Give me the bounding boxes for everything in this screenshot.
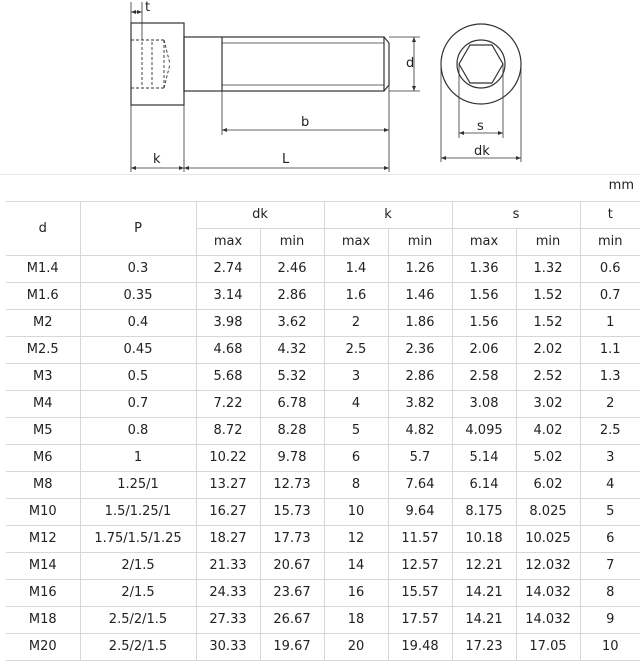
table-cell: 6 <box>324 445 388 472</box>
table-cell: 3 <box>580 445 640 472</box>
table-cell: 4.82 <box>388 418 452 445</box>
table-cell: 3.62 <box>260 310 324 337</box>
table-cell: 4.32 <box>260 337 324 364</box>
table-cell: 3.08 <box>452 391 516 418</box>
table-cell: 2 <box>324 310 388 337</box>
header-k: k <box>324 202 452 229</box>
head-outer-circle <box>441 24 521 104</box>
header-d: d <box>6 202 80 256</box>
dim-label-d: d <box>406 56 415 71</box>
table-cell: 0.5 <box>80 364 196 391</box>
head-inner-circle <box>457 40 505 88</box>
table-cell: 9 <box>580 607 640 634</box>
table-cell: 27.33 <box>196 607 260 634</box>
header-p: P <box>80 202 196 256</box>
dim-label-k: k <box>153 152 161 167</box>
subheader-k-min: min <box>388 229 452 256</box>
table-cell: M12 <box>6 526 80 553</box>
table-cell: 15.57 <box>388 580 452 607</box>
table-cell: 12.032 <box>516 553 580 580</box>
unit-label: mm <box>608 178 634 193</box>
table-cell: 6.02 <box>516 472 580 499</box>
table-cell: 18 <box>324 607 388 634</box>
table-cell: M18 <box>6 607 80 634</box>
table-cell: 0.8 <box>80 418 196 445</box>
table-cell: 2 <box>580 391 640 418</box>
hex-socket-shape <box>459 45 503 83</box>
table-cell: M4 <box>6 391 80 418</box>
table-cell: 2.06 <box>452 337 516 364</box>
table-cell: 2.5/2/1.5 <box>80 607 196 634</box>
table-cell: 2/1.5 <box>80 553 196 580</box>
dim-label-b: b <box>301 115 310 130</box>
table-cell: 1.86 <box>388 310 452 337</box>
table-cell: M8 <box>6 472 80 499</box>
table-cell: 14.032 <box>516 607 580 634</box>
table-cell: 17.23 <box>452 634 516 661</box>
header-s: s <box>452 202 580 229</box>
table-cell: M5 <box>6 418 80 445</box>
table-cell: 0.3 <box>80 256 196 283</box>
header-t: t <box>580 202 640 229</box>
table-cell: 1 <box>580 310 640 337</box>
table-cell: 10.025 <box>516 526 580 553</box>
table-cell: 1.1 <box>580 337 640 364</box>
table-row <box>6 472 640 499</box>
table-cell: 0.4 <box>80 310 196 337</box>
table-cell: 7 <box>580 553 640 580</box>
table-cell: 5 <box>324 418 388 445</box>
table-row <box>6 391 640 418</box>
subheader-dk-min: min <box>260 229 324 256</box>
table-row <box>6 553 640 580</box>
table-cell: 1.36 <box>452 256 516 283</box>
table-row <box>6 499 640 526</box>
table-cell: 12 <box>324 526 388 553</box>
dimension-table <box>6 201 640 661</box>
table-cell: 1.46 <box>388 283 452 310</box>
table-cell: 5.14 <box>452 445 516 472</box>
table-cell: 19.48 <box>388 634 452 661</box>
table-cell: 3.14 <box>196 283 260 310</box>
table-cell: 2.5 <box>580 418 640 445</box>
table-cell: M14 <box>6 553 80 580</box>
table-cell: 20 <box>324 634 388 661</box>
table-cell: 1.26 <box>388 256 452 283</box>
table-cell: 0.6 <box>580 256 640 283</box>
subheader-t-min: min <box>580 229 640 256</box>
table-cell: 1.3 <box>580 364 640 391</box>
table-cell: 1.52 <box>516 310 580 337</box>
table-cell: 30.33 <box>196 634 260 661</box>
header-dk: dk <box>196 202 324 229</box>
table-cell: 4 <box>580 472 640 499</box>
table-cell: 15.73 <box>260 499 324 526</box>
table-cell: 17.73 <box>260 526 324 553</box>
table-cell: 2.36 <box>388 337 452 364</box>
table-cell: M10 <box>6 499 80 526</box>
table-cell: M2.5 <box>6 337 80 364</box>
table-cell: 16 <box>324 580 388 607</box>
table-cell: 0.45 <box>80 337 196 364</box>
table-cell: 12.21 <box>452 553 516 580</box>
table-cell: 13.27 <box>196 472 260 499</box>
table-cell: 4.68 <box>196 337 260 364</box>
table-cell: 2.02 <box>516 337 580 364</box>
subheader-dk-max: max <box>196 229 260 256</box>
table-cell: 11.57 <box>388 526 452 553</box>
table-cell: 10.22 <box>196 445 260 472</box>
table-cell: 2/1.5 <box>80 580 196 607</box>
table-cell: 7.22 <box>196 391 260 418</box>
table-cell: 1.56 <box>452 283 516 310</box>
table-cell: 2.86 <box>260 283 324 310</box>
table-cell: 1.75/1.5/1.25 <box>80 526 196 553</box>
table-row <box>6 526 640 553</box>
table-cell: 1.5/1.25/1 <box>80 499 196 526</box>
table-cell: 5.32 <box>260 364 324 391</box>
table-cell: 3 <box>324 364 388 391</box>
table-cell: 8.175 <box>452 499 516 526</box>
table-cell: 14 <box>324 553 388 580</box>
table-cell: 18.27 <box>196 526 260 553</box>
table-cell: 1.52 <box>516 283 580 310</box>
table-cell: 8.025 <box>516 499 580 526</box>
dim-label-dk: dk <box>474 144 490 159</box>
table-cell: 24.33 <box>196 580 260 607</box>
subheader-k-max: max <box>324 229 388 256</box>
table-cell: 10 <box>324 499 388 526</box>
table-cell: 14.21 <box>452 580 516 607</box>
table-row <box>6 607 640 634</box>
table-cell: 12.73 <box>260 472 324 499</box>
dim-label-L: L <box>282 152 290 167</box>
table-cell: 5.7 <box>388 445 452 472</box>
table-cell: 14.032 <box>516 580 580 607</box>
table-cell: 6 <box>580 526 640 553</box>
table-cell: 4.095 <box>452 418 516 445</box>
table-row <box>6 364 640 391</box>
table-cell: 2.74 <box>196 256 260 283</box>
table-cell: 14.21 <box>452 607 516 634</box>
table-cell: M1.6 <box>6 283 80 310</box>
table-cell: 4.02 <box>516 418 580 445</box>
table-cell: 1.4 <box>324 256 388 283</box>
table-cell: 3.02 <box>516 391 580 418</box>
table-row <box>6 337 640 364</box>
table-cell: 19.67 <box>260 634 324 661</box>
screw-diagram <box>0 0 640 175</box>
table-cell: M3 <box>6 364 80 391</box>
table-row <box>6 634 640 661</box>
table-cell: 1.32 <box>516 256 580 283</box>
table-cell: 1.6 <box>324 283 388 310</box>
table-cell: 5.68 <box>196 364 260 391</box>
table-cell: 2.52 <box>516 364 580 391</box>
table-row <box>6 256 640 283</box>
table-cell: 0.7 <box>580 283 640 310</box>
subheader-s-max: max <box>452 229 516 256</box>
table-cell: 5 <box>580 499 640 526</box>
table-cell: 9.64 <box>388 499 452 526</box>
table-cell: 6.78 <box>260 391 324 418</box>
table-row <box>6 283 640 310</box>
table-row <box>6 418 640 445</box>
table-cell: 1 <box>80 445 196 472</box>
table-cell: 7.64 <box>388 472 452 499</box>
table-cell: 16.27 <box>196 499 260 526</box>
table-cell: 4 <box>324 391 388 418</box>
screw-shank-shape <box>184 37 384 91</box>
table-cell: 2.58 <box>452 364 516 391</box>
dim-label-s: s <box>477 119 484 134</box>
table-cell: 17.05 <box>516 634 580 661</box>
table-cell: 2.5/2/1.5 <box>80 634 196 661</box>
table-cell: 8.72 <box>196 418 260 445</box>
table-cell: 23.67 <box>260 580 324 607</box>
table-cell: 9.78 <box>260 445 324 472</box>
technical-drawing <box>0 0 640 175</box>
table-cell: 21.33 <box>196 553 260 580</box>
table-cell: 1.25/1 <box>80 472 196 499</box>
table-cell: 12.57 <box>388 553 452 580</box>
table-cell: 8 <box>324 472 388 499</box>
screw-head-shape <box>131 23 184 105</box>
table-cell: 8 <box>580 580 640 607</box>
table-row <box>6 310 640 337</box>
table-cell: 8.28 <box>260 418 324 445</box>
table-cell: 0.7 <box>80 391 196 418</box>
dim-label-t: t <box>145 0 151 15</box>
table-cell: 20.67 <box>260 553 324 580</box>
subheader-s-min: min <box>516 229 580 256</box>
table-cell: 0.35 <box>80 283 196 310</box>
table-cell: 26.67 <box>260 607 324 634</box>
table-cell: 2.5 <box>324 337 388 364</box>
table-cell: 10.18 <box>452 526 516 553</box>
table-cell: M16 <box>6 580 80 607</box>
table-cell: 17.57 <box>388 607 452 634</box>
table-row <box>6 445 640 472</box>
table-cell: M6 <box>6 445 80 472</box>
table-cell: 3.82 <box>388 391 452 418</box>
table-cell: M2 <box>6 310 80 337</box>
table-cell: M20 <box>6 634 80 661</box>
table-cell: 6.14 <box>452 472 516 499</box>
table-row <box>6 580 640 607</box>
table-cell: 1.56 <box>452 310 516 337</box>
table-cell: 2.46 <box>260 256 324 283</box>
table-cell: 10 <box>580 634 640 661</box>
table-cell: 2.86 <box>388 364 452 391</box>
table-cell: 3.98 <box>196 310 260 337</box>
table-cell: M1.4 <box>6 256 80 283</box>
table-cell: 5.02 <box>516 445 580 472</box>
